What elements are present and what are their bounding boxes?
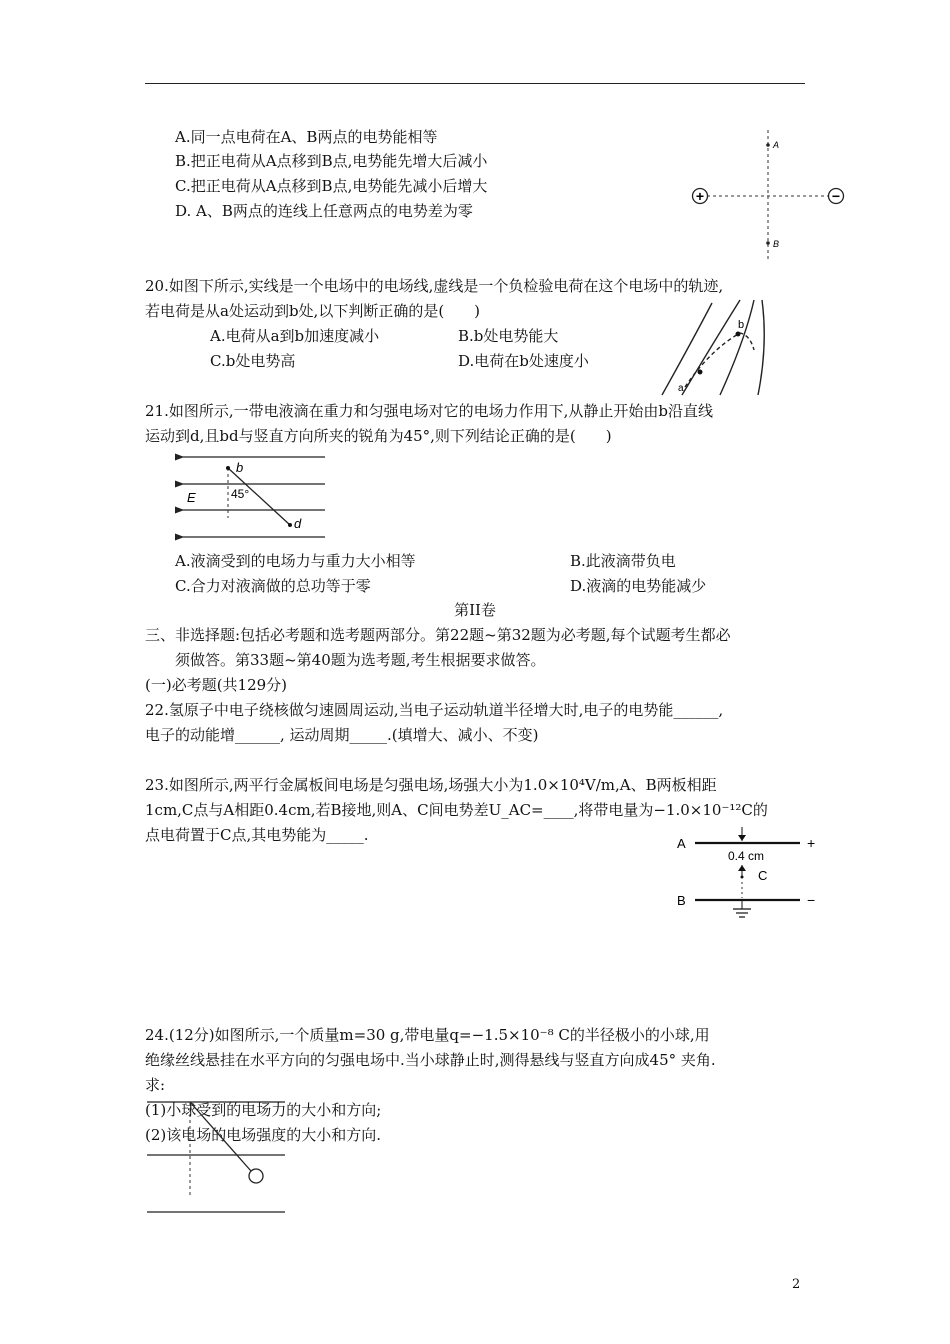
q19-figure	[685, 125, 855, 265]
q23-stem-line3: 点电荷置于C点,其电势能为_____.	[145, 826, 369, 844]
page-number: 2	[792, 1277, 801, 1292]
section-title: 第II卷	[454, 601, 496, 619]
q20-stem-line2: 若电荷是从a处运动到b处,以下判断正确的是( )	[145, 302, 481, 320]
q23-plate-b-label: B	[677, 893, 686, 908]
q20-label-b: b	[738, 319, 745, 331]
q19-label-a: A	[773, 140, 780, 150]
q24-subquestion-1: (1)小球受到的电场力的大小和方向;	[145, 1101, 382, 1119]
q23-distance-label: 0.4 cm	[728, 849, 765, 863]
q24-stem-line2: 绝缘丝线悬挂在水平方向的匀强电场中.当小球静止时,测得悬线与竖直方向成45° 夹角.	[145, 1051, 716, 1069]
section-intro-line1: 三、非选择题:包括必考题和选考题两部分。第22题~第32题为必考题,每个试题考生都必	[145, 626, 731, 644]
q20-option-a: A.电荷从a到b加速度减小	[210, 327, 380, 345]
q22-stem-line2: 电子的动能增______, 运动周期_____.(填增大、减小、不变)	[145, 726, 539, 744]
section-subheading: (一)必考题(共129分)	[145, 676, 288, 694]
q23-plus-sign: +	[807, 835, 816, 851]
q24-stem-line3: 求:	[145, 1076, 166, 1094]
q22-stem-line1: 22.氢原子中电子绕核做匀速圆周运动,当电子运动轨道半径增大时,电子的电势能______,	[145, 701, 724, 719]
q20-option-c: C.b处电势高	[210, 352, 296, 370]
q21-label-e: E	[187, 490, 196, 505]
q21-stem-line2: 运动到d,且bd与竖直方向所夹的锐角为45°,则下列结论正确的是( )	[145, 427, 612, 445]
section-intro-line2: 须做答。第33题~第40题为选考题,考生根据要求做答。	[175, 651, 546, 669]
q19-option-d: D. A、B两点的连线上任意两点的电势差为零	[175, 202, 473, 220]
q21-option-d: D.液滴的电势能减少	[570, 577, 707, 595]
q24-subquestion-2: (2)该电场的电场强度的大小和方向.	[145, 1126, 382, 1144]
q20-option-b: B.b处电势能大	[458, 327, 559, 345]
q23-figure	[670, 825, 830, 925]
q19-option-b: B.把正电荷从A点移到B点,电势能先增大后减小	[175, 152, 488, 170]
q23-stem-line2: 1cm,C点与A相距0.4cm,若B接地,则A、C间电势差U_AC=____,将带电量为−1.0×10⁻¹²C的	[145, 801, 768, 819]
q20-stem-line1: 20.如图下所示,实线是一个电场中的电场线,虚线是一个负检验电荷在这个电场中的轨迹,	[145, 277, 724, 295]
q19-plus-sign: +	[695, 188, 705, 204]
q23-stem-line1: 23.如图所示,两平行金属板间电场是匀强电场,场强大小为1.0×10⁴V/m,A、B两板相距	[145, 776, 717, 794]
q19-label-b: B	[773, 239, 780, 249]
q19-option-c: C.把正电荷从A点移到B点,电势能先减小后增大	[175, 177, 488, 195]
q20-label-a: a	[678, 383, 684, 394]
q23-plate-a-label: A	[677, 836, 686, 851]
q21-figure	[175, 448, 335, 548]
q21-option-c: C.合力对液滴做的总功等于零	[175, 577, 371, 595]
q21-label-b: b	[236, 460, 244, 475]
q24-stem-line1: 24.(12分)如图所示,一个质量m=30 g,带电量q=−1.5×10⁻⁸ C的半径极小的小球,用	[145, 1026, 710, 1044]
q21-angle-label: 45°	[231, 487, 250, 501]
q20-option-d: D.电荷在b处速度小	[458, 352, 589, 370]
q21-option-b: B.此液滴带负电	[570, 552, 676, 570]
header-rule	[145, 83, 805, 84]
q20-figure	[650, 295, 780, 400]
q19-minus-sign: −	[831, 188, 841, 204]
q21-option-a: A.液滴受到的电场力与重力大小相等	[175, 552, 416, 570]
q23-minus-sign: −	[807, 892, 816, 908]
q21-label-d: d	[294, 516, 302, 531]
q19-option-a: A.同一点电荷在A、B两点的电势能相等	[175, 128, 438, 146]
q21-stem-line1: 21.如图所示,一带电液滴在重力和匀强电场对它的电场力作用下,从静止开始由b沿直线	[145, 402, 713, 420]
q24-figure	[145, 1095, 290, 1220]
q23-point-c-label: C	[758, 868, 768, 883]
